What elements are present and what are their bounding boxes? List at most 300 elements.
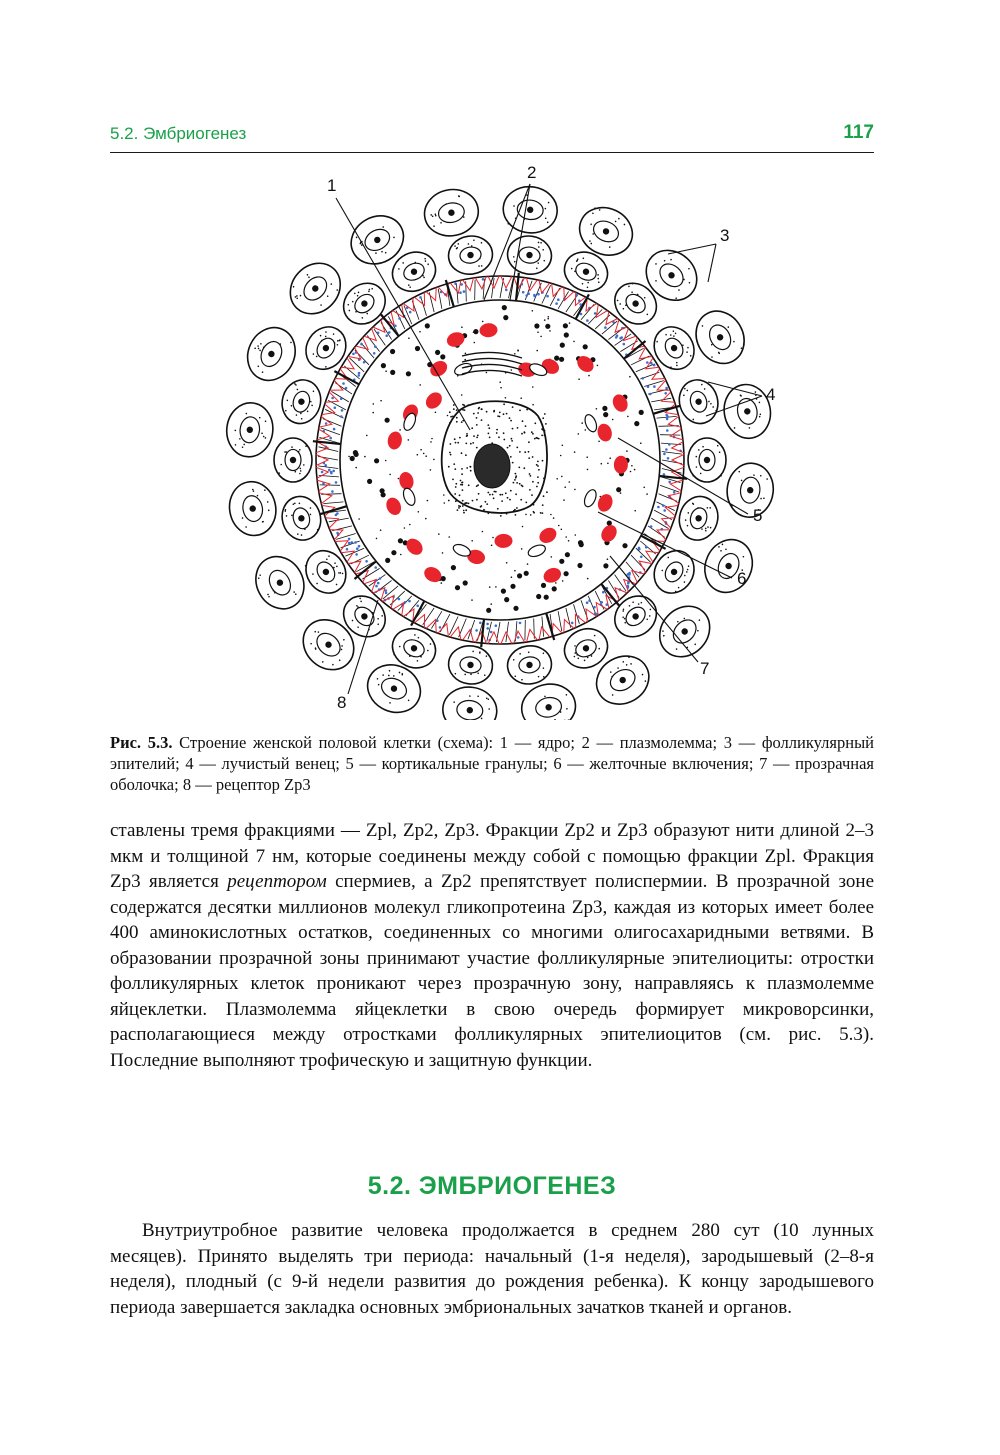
chromatin-dot — [531, 431, 533, 433]
ooplasm-dot — [425, 455, 427, 457]
cortical-granule — [563, 323, 568, 328]
chromatin-dot — [450, 443, 452, 445]
zp3-receptor-dot — [668, 443, 671, 446]
zp3-receptor-dot — [640, 556, 643, 559]
chromatin-dot — [542, 417, 544, 419]
zp3-receptor-dot — [666, 429, 669, 432]
chromatin-dot — [496, 432, 498, 434]
callout-5: 5 — [753, 506, 763, 525]
chromatin-dot — [537, 476, 539, 478]
ooplasm-dot — [464, 359, 466, 361]
zp3-receptor-dot — [416, 605, 419, 608]
chromatin-dot — [544, 434, 546, 436]
chromatin-dot — [462, 489, 464, 491]
zp3-receptor-dot — [650, 525, 653, 528]
ooplasm-dot — [537, 331, 539, 333]
zp3-receptor-dot — [436, 619, 439, 622]
ooplasm-dot — [609, 457, 611, 459]
cortical-granule — [441, 576, 446, 581]
chromatin-dot — [509, 417, 511, 419]
follicular-cell — [696, 532, 760, 600]
chromatin-dot — [528, 457, 530, 459]
chromatin-dot — [470, 470, 472, 472]
ooplasm-dot — [525, 514, 527, 516]
zp3-receptor-dot — [645, 546, 648, 549]
ooplasm-dot — [556, 478, 558, 480]
zp3-receptor-dot — [522, 291, 525, 294]
follicular-cell — [674, 375, 723, 428]
zp3-receptor-dot — [557, 298, 560, 301]
zp3-receptor-dot — [673, 491, 676, 494]
ooplasm-dot — [380, 400, 382, 402]
chromatin-dot — [487, 424, 489, 426]
ooplasm-dot — [581, 422, 583, 424]
zp3-receptor-dot — [360, 343, 363, 346]
chromatin-dot — [462, 505, 464, 507]
ooplasm-dot — [442, 552, 444, 554]
chromatin-dot — [512, 428, 514, 430]
chromatin-dot — [533, 504, 535, 506]
cortical-granule — [398, 538, 403, 543]
chromatin-dot — [462, 404, 464, 406]
chromatin-dot — [476, 424, 478, 426]
leader-line — [708, 244, 716, 282]
chromatin-dot — [499, 412, 501, 414]
ooplasm-dot — [563, 499, 565, 501]
ooplasm-dot — [499, 381, 501, 383]
ooplasm-dot — [568, 540, 570, 542]
chromatin-dot — [472, 500, 474, 502]
ooplasm-dot — [474, 342, 476, 344]
ooplasm-dot — [544, 319, 546, 321]
ooplasm-dot — [569, 322, 571, 324]
zp3-receptor-dot — [627, 582, 630, 585]
zp3-receptor-dot — [459, 291, 462, 294]
chromatin-dot — [497, 508, 499, 510]
zp3-receptor-dot — [342, 382, 345, 385]
chromatin-dot — [524, 431, 526, 433]
chromatin-dot — [525, 425, 527, 427]
cytoplasm-dot — [720, 475, 722, 477]
ooplasm-dot — [522, 526, 524, 528]
chromatin-dot — [521, 433, 523, 435]
chromatin-dot — [507, 497, 509, 499]
chromatin-dot — [478, 493, 480, 495]
caption-text: Строение женской половой клетки (схема): 1 — ядро; 2 — плазмолемма; 3 — фолликулярный эпителий; 4 — лучистый венец; 5 — кортикальные гранулы; 6 — желточные включения; 7 — прозрачная оболочка; 8 — рецептор Zp3 — [110, 733, 874, 794]
cortical-granule — [367, 479, 372, 484]
zp3-receptor-dot — [662, 504, 665, 507]
cortical-granule — [504, 597, 509, 602]
chromatin-dot — [506, 513, 508, 515]
ooplasm-dot — [404, 527, 406, 529]
follicular-cell — [225, 478, 281, 540]
chromatin-dot — [519, 483, 521, 485]
caption-label: Рис. 5.3. — [110, 733, 173, 752]
chromatin-dot — [530, 475, 532, 477]
cortical-granule — [564, 332, 569, 337]
ooplasm-dot — [444, 502, 446, 504]
chromatin-dot — [531, 494, 533, 496]
ooplasm-dot — [511, 369, 513, 371]
cytoplasm-dot — [299, 449, 301, 451]
zp3-receptor-dot — [463, 290, 466, 293]
chromatin-dot — [529, 489, 531, 491]
follicular-cell — [224, 400, 276, 459]
chromatin-dot — [541, 435, 543, 437]
chromatin-dot — [534, 422, 536, 424]
chromatin-dot — [536, 464, 538, 466]
zp3-receptor-dot — [517, 636, 520, 639]
ooplasm-dot — [626, 450, 628, 452]
ooplasm-dot — [400, 554, 402, 556]
cortical-granule — [517, 573, 522, 578]
leader-line — [668, 244, 716, 254]
chromatin-dot — [518, 467, 520, 469]
cortical-granule — [473, 329, 478, 334]
chromatin-dot — [458, 505, 460, 507]
zp3-receptor-dot — [647, 385, 650, 388]
ooplasm-dot — [486, 372, 488, 374]
ooplasm-dot — [588, 375, 590, 377]
zp3-receptor-dot — [408, 600, 411, 603]
ooplasm-dot — [419, 331, 421, 333]
cortical-granule — [534, 323, 539, 328]
section-heading: 5.2. ЭМБРИОГЕНЕЗ — [367, 1172, 617, 1200]
cortical-granule — [390, 349, 395, 354]
chromatin-dot — [461, 452, 463, 454]
cortical-granule — [435, 350, 440, 355]
zp3-receptor-dot — [328, 469, 331, 472]
running-head-title: 5.2. Эмбриогенез — [110, 124, 247, 143]
zp3-receptor-dot — [475, 629, 478, 632]
ooplasm-dot — [505, 397, 507, 399]
ooplasm-dot — [631, 465, 633, 467]
cytoplasm-dot — [300, 470, 302, 472]
zp3-receptor-dot — [331, 490, 334, 493]
ooplasm-dot — [448, 536, 450, 538]
cortical-granule — [564, 571, 569, 576]
cortical-granule — [440, 354, 445, 359]
chromatin-dot — [461, 468, 463, 470]
ooplasm-dot — [573, 341, 575, 343]
zp3-receptor-dot — [519, 622, 522, 625]
ooplasm-dot — [574, 451, 576, 453]
ooplasm-dot — [549, 330, 551, 332]
ooplasm-dot — [471, 540, 473, 542]
ooplasm-dot — [598, 441, 600, 443]
zp3-receptor-dot — [623, 343, 626, 346]
zp3-receptor-dot — [665, 387, 668, 390]
chromatin-dot — [528, 441, 530, 443]
chromatin-dot — [503, 432, 505, 434]
zp3-receptor-dot — [377, 332, 380, 335]
chromatin-dot — [489, 437, 491, 439]
ooplasm-dot — [578, 378, 580, 380]
chromatin-dot — [498, 436, 500, 438]
chromatin-dot — [543, 495, 545, 497]
figure-caption — [110, 732, 874, 795]
chromatin-dot — [461, 482, 463, 484]
cytoplasm-dot — [717, 445, 719, 447]
cortical-granule — [391, 550, 396, 555]
chromatin-dot — [457, 442, 459, 444]
zp3-receptor-dot — [586, 319, 589, 322]
cytoplasm-dot — [305, 445, 307, 447]
cortical-granule — [565, 552, 570, 557]
zp3-receptor-dot — [398, 317, 401, 320]
chromatin-dot — [466, 467, 468, 469]
zp3-receptor-dot — [356, 547, 359, 550]
chromatin-dot — [497, 415, 499, 417]
zp3-receptor-dot — [333, 428, 336, 431]
zp3-receptor-dot — [537, 293, 540, 296]
cortical-granule — [602, 406, 607, 411]
chromatin-dot — [449, 411, 451, 413]
chromatin-dot — [481, 505, 483, 507]
zp3-receptor-dot — [374, 345, 377, 348]
ooplasm-dot — [562, 445, 564, 447]
cortical-granule — [634, 421, 639, 426]
cortical-granule — [503, 315, 508, 320]
follicular-cell — [280, 253, 350, 324]
cytoplasm-dot — [698, 449, 700, 451]
zp3-receptor-dot — [325, 422, 328, 425]
ooplasm-dot — [409, 524, 411, 526]
chromatin-dot — [488, 427, 490, 429]
body-text-part-1: ставлены тремя фракциями — Zpl, Zp2, Zp3. Фракции Zp2 и Zp3 образуют нити длиной 2–3 мкм и толщиной 7 нм, которые соединены между собой с помощью фракции Zpl. Фракция Zp3 является — [110, 820, 874, 892]
ooplasm-dot — [372, 412, 374, 414]
chromatin-dot — [529, 473, 531, 475]
cortical-granule — [451, 565, 456, 570]
chromatin-dot — [453, 463, 455, 465]
chromatin-dot — [478, 408, 480, 410]
zp3-receptor-dot — [653, 385, 656, 388]
ooplasm-dot — [431, 438, 433, 440]
chromatin-dot — [459, 437, 461, 439]
ooplasm-dot — [380, 529, 382, 531]
follicular-cell — [687, 303, 753, 373]
callout-4: 4 — [766, 385, 776, 404]
chromatin-dot — [516, 482, 518, 484]
chromatin-dot — [456, 409, 458, 411]
chromatin-dot — [462, 500, 464, 502]
ooplasm-dot — [447, 415, 449, 417]
running-head — [110, 122, 874, 153]
follicular-cell — [674, 492, 723, 545]
zp3-receptor-dot — [666, 418, 669, 421]
ooplasm-dot — [441, 582, 443, 584]
zp3-receptor-dot — [495, 624, 498, 627]
follicular-cell — [440, 684, 499, 720]
zp3-receptor-dot — [385, 334, 388, 337]
zp3-receptor-dot — [454, 282, 457, 285]
zp3-receptor-dot — [375, 585, 378, 588]
cortical-granule — [583, 344, 588, 349]
chromatin-dot — [455, 483, 457, 485]
zp3-receptor-dot — [398, 598, 401, 601]
callout-7: 7 — [700, 659, 710, 678]
cytoplasm-dot — [702, 446, 704, 448]
chromatin-dot — [489, 494, 491, 496]
zp3-receptor-dot — [329, 437, 332, 440]
cortical-granule — [560, 343, 565, 348]
cytoplasm-dot — [696, 456, 698, 458]
chromatin-dot — [525, 502, 527, 504]
cytoplasm-dot — [299, 473, 301, 475]
chromatin-dot — [476, 417, 478, 419]
chromatin-dot — [472, 442, 474, 444]
zp3-receptor-dot — [348, 542, 351, 545]
oocyte-figure — [200, 160, 800, 720]
ooplasm-dot — [408, 337, 410, 339]
chromatin-dot — [465, 454, 467, 456]
zp3-receptor-dot — [664, 392, 667, 395]
chromatin-dot — [500, 515, 502, 517]
chromatin-dot — [536, 486, 538, 488]
chromatin-dot — [524, 451, 526, 453]
chromatin-dot — [476, 447, 478, 449]
zp3-receptor-dot — [354, 541, 357, 544]
ooplasm-dot — [471, 599, 473, 601]
zp3-receptor-dot — [533, 294, 536, 297]
zp3-receptor-dot — [657, 506, 660, 509]
chromatin-dot — [495, 491, 497, 493]
cortical-granule — [554, 356, 559, 361]
zp3-receptor-dot — [586, 601, 589, 604]
ooplasm-dot — [495, 586, 497, 588]
ooplasm-dot — [420, 449, 422, 451]
ooplasm-dot — [364, 456, 366, 458]
chromatin-dot — [486, 503, 488, 505]
ooplasm-dot — [627, 416, 629, 418]
follicular-cell — [501, 184, 560, 236]
chromatin-dot — [462, 409, 464, 411]
ooplasm-dot — [492, 537, 494, 539]
ooplasm-dot — [506, 562, 508, 564]
zp3-receptor-dot — [616, 334, 619, 337]
chromatin-dot — [534, 438, 536, 440]
ooplasm-dot — [607, 558, 609, 560]
ooplasm-dot — [646, 493, 648, 495]
ooplasm-dot — [560, 455, 562, 457]
chromatin-dot — [542, 504, 544, 506]
cortical-granule — [455, 585, 460, 590]
chromatin-dot — [512, 462, 514, 464]
callout-1: 1 — [327, 176, 337, 195]
chromatin-dot — [499, 494, 501, 496]
callout-3: 3 — [720, 226, 730, 245]
ooplasm-dot — [514, 353, 516, 355]
chromatin-dot — [459, 494, 461, 496]
chromatin-dot — [448, 500, 450, 502]
zp3-receptor-dot — [377, 582, 380, 585]
chromatin-dot — [477, 484, 479, 486]
chromatin-dot — [488, 433, 490, 435]
chromatin-dot — [493, 410, 495, 412]
chromatin-dot — [505, 492, 507, 494]
chromatin-dot — [509, 499, 511, 501]
ooplasm-dot — [536, 350, 538, 352]
ooplasm-dot — [376, 538, 378, 540]
cytoplasm-dot — [696, 466, 698, 468]
chromatin-dot — [455, 500, 457, 502]
chromatin-dot — [542, 512, 544, 514]
cortical-granule — [603, 563, 608, 568]
chromatin-dot — [454, 493, 456, 495]
cortical-granule — [541, 583, 546, 588]
zp3-receptor-dot — [594, 312, 597, 315]
chromatin-dot — [515, 493, 517, 495]
chromatin-dot — [545, 423, 547, 425]
ooplasm-dot — [430, 469, 432, 471]
cortical-granule — [524, 571, 529, 576]
cortical-granule — [374, 458, 379, 463]
callout-6: 6 — [737, 569, 747, 588]
chromatin-dot — [544, 413, 546, 415]
chromatin-dot — [542, 460, 544, 462]
zp3-receptor-dot — [331, 397, 334, 400]
body-text-part-2: спермиев, а Zp2 препятствует полиспермии. В прозрачной зоне содержатся десятки миллионов молекул гликопротеина Zp3, каждая из которых имеет более 400 аминокислотных остатков, соединенных со многими олигосахаридными ветвями. В образовании прозрачной зоны принимают участие фолликулярные эпителиоциты: отростки фолликулярных клеток проникают через прозрачную зону, направляясь к плазмолемме яйцеклетки. Плазмолемма яйцеклетки в свою очередь формирует микроворсинки, располагающиеся между отростками фолликулярных эпителиоцитов (см. рис. 5.3). Последние выполняют трофическую и защитную функции. — [110, 871, 875, 1071]
callout-8: 8 — [337, 693, 347, 712]
follicular-cell — [277, 375, 326, 428]
cortical-granule — [536, 594, 541, 599]
chromatin-dot — [515, 477, 517, 479]
chromatin-dot — [483, 509, 485, 511]
ooplasm-dot — [553, 517, 555, 519]
chromatin-dot — [476, 437, 478, 439]
ooplasm-dot — [358, 518, 360, 520]
zp3-receptor-dot — [638, 548, 641, 551]
cytoplasm-dot — [295, 471, 297, 473]
chromatin-dot — [509, 445, 511, 447]
zp3-receptor-dot — [341, 409, 344, 412]
cortical-granule — [552, 586, 557, 591]
zp3-receptor-dot — [665, 448, 668, 451]
ooplasm-dot — [399, 429, 401, 431]
ooplasm-dot — [634, 510, 636, 512]
ooplasm-dot — [482, 321, 484, 323]
cortical-granule — [544, 595, 549, 600]
zp3-receptor-dot — [527, 292, 530, 295]
zp3-receptor-dot — [642, 377, 645, 380]
chromatin-dot — [473, 435, 475, 437]
chromatin-dot — [485, 501, 487, 503]
zp3-receptor-dot — [358, 372, 361, 375]
ooplasm-dot — [630, 471, 632, 473]
zp3-receptor-dot — [335, 514, 338, 517]
cortical-granule — [381, 492, 386, 497]
ooplasm-dot — [569, 481, 571, 483]
ooplasm-dot — [423, 453, 425, 455]
zp3-receptor-dot — [332, 470, 335, 473]
ooplasm-dot — [443, 494, 445, 496]
zp3-receptor-dot — [663, 509, 666, 512]
zp3-receptor-dot — [490, 631, 493, 634]
cortical-granule — [545, 324, 550, 329]
chromatin-dot — [492, 494, 494, 496]
chromatin-dot — [470, 443, 472, 445]
zp3-receptor-dot — [482, 278, 485, 281]
chromatin-dot — [537, 437, 539, 439]
zp3-receptor-dot — [409, 311, 412, 314]
zp3-receptor-dot — [602, 591, 605, 594]
ooplasm-dot — [540, 336, 542, 338]
cytoplasm-dot — [300, 468, 302, 470]
chromatin-dot — [523, 467, 525, 469]
chromatin-dot — [460, 480, 462, 482]
chromatin-dot — [460, 484, 462, 486]
ooplasm-dot — [438, 533, 440, 535]
